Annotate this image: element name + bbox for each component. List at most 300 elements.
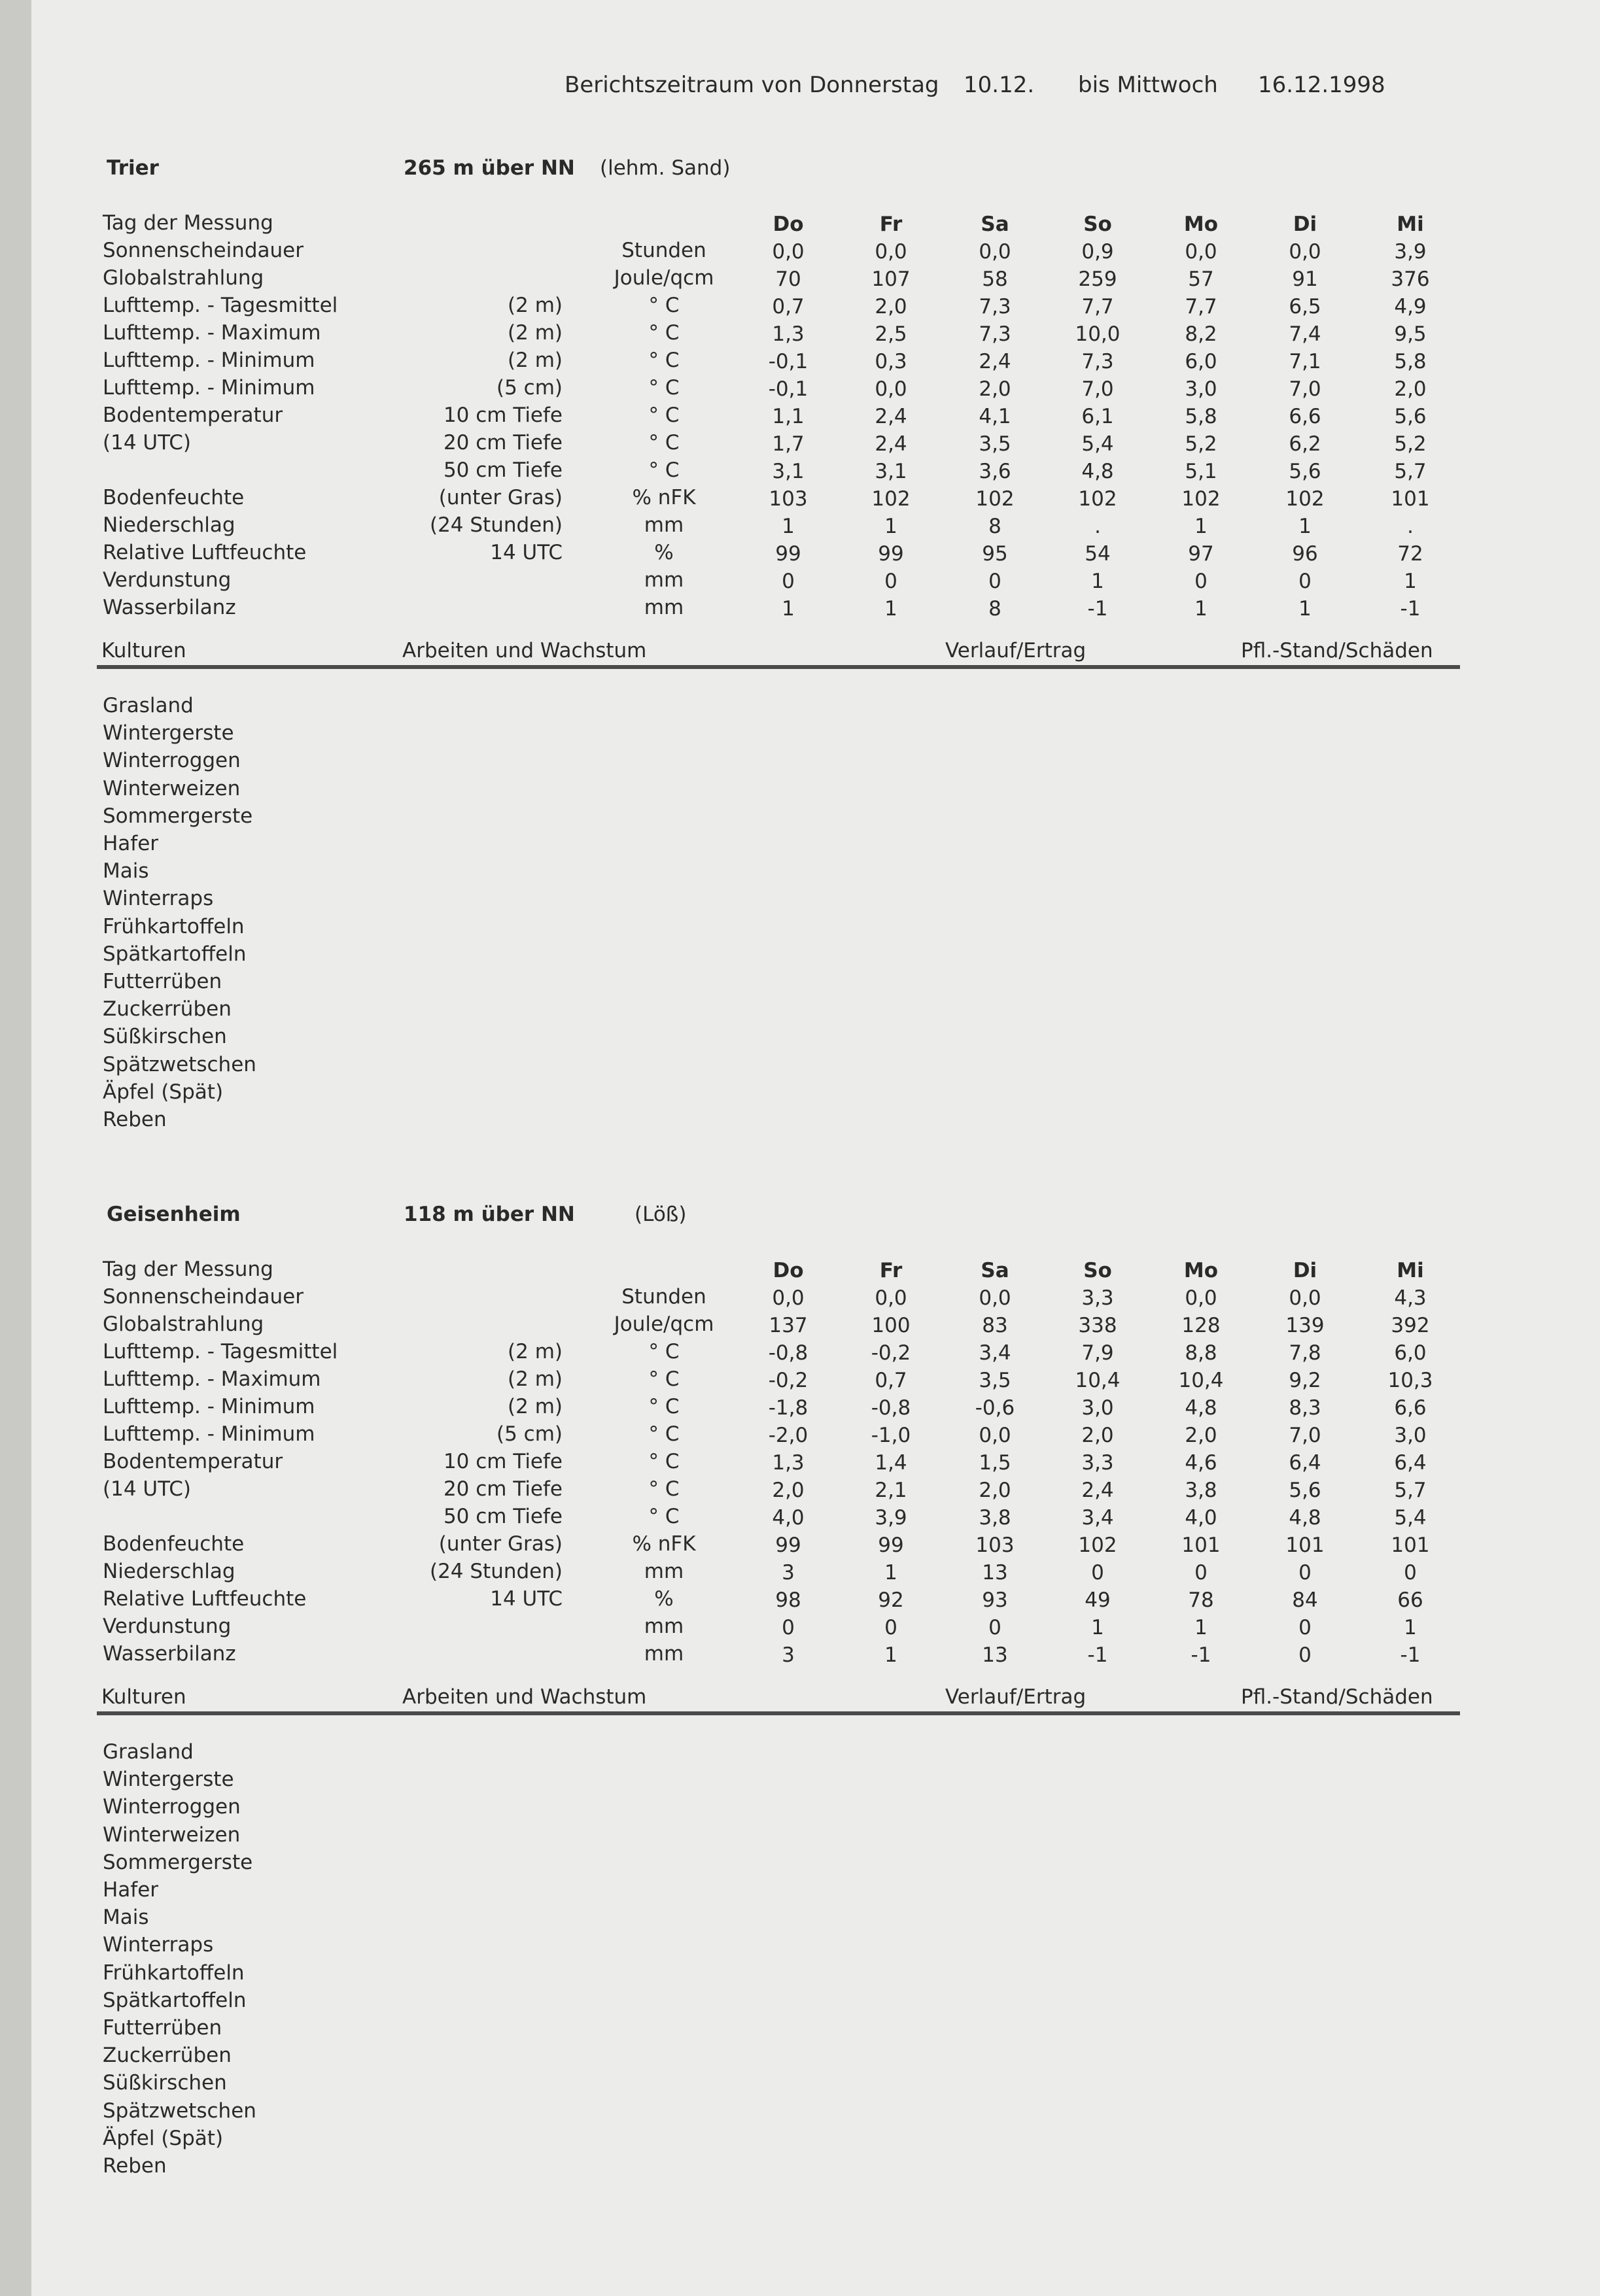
measure-value: 2,1 [875, 1479, 907, 1502]
measure-value: 0 [1404, 1561, 1417, 1585]
measure-unit: Joule/qcm [614, 266, 714, 290]
culture-item: Frühkartoffeln [103, 915, 245, 938]
culture-item: Winterraps [103, 887, 214, 910]
measure-label: (14 UTC) [103, 1477, 191, 1501]
measure-value: -1 [1087, 597, 1108, 621]
measure-value: 1 [1091, 570, 1104, 593]
measure-value: 3,0 [1394, 1424, 1427, 1447]
measure-unit: ° C [648, 294, 680, 317]
culture-item: Spätzwetschen [103, 2099, 256, 2123]
measure-label: Lufttemp. - Minimum [103, 376, 315, 400]
measure-value: . [1407, 515, 1414, 538]
measure-label: Relative Luftfeuchte [103, 1587, 307, 1611]
measure-value: 5,6 [1289, 460, 1321, 483]
measure-value: 1 [884, 1643, 897, 1667]
measure-value: 78 [1188, 1588, 1214, 1612]
measure-value: 7,3 [979, 322, 1011, 346]
measure-value: 102 [975, 487, 1015, 511]
cultures-header-rule [97, 1711, 1460, 1715]
measure-unit: mm [644, 513, 684, 537]
measure-value: 102 [1078, 487, 1117, 511]
measure-value: 0 [1298, 1616, 1312, 1639]
measure-label: Tag der Messung [103, 1258, 273, 1281]
measure-value: -1 [1400, 1643, 1421, 1667]
measure-value: 0,0 [979, 1424, 1011, 1447]
measure-value: 3,0 [1081, 1396, 1114, 1420]
measure-value: 3,8 [979, 1506, 1011, 1530]
measure-value: 3,1 [772, 460, 805, 483]
measure-value: 99 [775, 1534, 801, 1557]
measure-unit: ° C [648, 1340, 680, 1363]
measure-value: 10,3 [1387, 1369, 1433, 1392]
culture-item: Futterrüben [103, 970, 222, 993]
measure-unit: % [654, 1587, 674, 1611]
station-name: Trier [107, 156, 159, 180]
measure-value: 9,2 [1289, 1369, 1321, 1392]
measure-value: 6,5 [1289, 295, 1321, 318]
measure-value: 137 [769, 1314, 808, 1337]
measure-value: 4,8 [1289, 1506, 1321, 1530]
measure-value: 0,7 [772, 295, 805, 318]
measure-value: -0,8 [871, 1396, 911, 1420]
measure-value: 5,4 [1394, 1506, 1427, 1530]
measure-value: 7,7 [1081, 295, 1114, 318]
measure-value: 84 [1292, 1588, 1318, 1612]
measure-value: 2,0 [875, 295, 907, 318]
measure-value: 1 [782, 597, 795, 621]
measure-value: 1,4 [875, 1451, 907, 1475]
measure-unit: ° C [648, 1395, 680, 1418]
measure-label: Wasserbilanz [103, 596, 236, 619]
measure-value: 96 [1292, 542, 1318, 566]
measure-value: 0,7 [875, 1369, 907, 1392]
measure-value: 7,8 [1289, 1341, 1321, 1365]
measure-value: 1 [1298, 597, 1312, 621]
measure-value: 0 [988, 570, 1001, 593]
day-header-fr: Fr [879, 213, 903, 236]
measure-value: 2,0 [1185, 1424, 1217, 1447]
station-elevation: 265 m über NN [404, 156, 575, 180]
measure-value: 5,2 [1185, 432, 1217, 456]
measure-value: 8,8 [1185, 1341, 1217, 1365]
measure-value: 1 [782, 515, 795, 538]
measure-value: -1 [1087, 1643, 1108, 1667]
measure-value: 0,0 [1185, 1286, 1217, 1310]
measure-qualifier: 20 cm Tiefe [443, 1477, 563, 1501]
culture-item: Mais [103, 859, 149, 883]
measure-value: 0 [884, 1616, 897, 1639]
measure-value: 6,4 [1289, 1451, 1321, 1475]
station-soil: (lehm. Sand) [600, 156, 731, 180]
measure-value: -0,6 [975, 1396, 1015, 1420]
measure-qualifier: (5 cm) [496, 376, 563, 400]
measure-value: 1 [884, 1561, 897, 1585]
cultures-header-kulturen: Kulturen [101, 639, 186, 662]
measure-value: 10,0 [1075, 322, 1121, 346]
cultures-header-schaeden: Pfl.-Stand/Schäden [1241, 639, 1433, 662]
measure-value: 1,1 [772, 405, 805, 428]
measure-value: 5,8 [1185, 405, 1217, 428]
culture-item: Süßkirschen [103, 2071, 227, 2095]
measure-qualifier: (2 m) [508, 294, 563, 317]
measure-value: 101 [1391, 487, 1430, 511]
measure-label: Globalstrahlung [103, 266, 264, 290]
measure-value: 2,4 [1081, 1479, 1114, 1502]
measure-unit: mm [644, 596, 684, 619]
measure-value: 338 [1078, 1314, 1117, 1337]
measure-value: 4,0 [772, 1506, 805, 1530]
measure-value: 13 [982, 1643, 1008, 1667]
measure-value: 7,1 [1289, 350, 1321, 373]
measure-label: Globalstrahlung [103, 1312, 264, 1336]
measure-value: 2,5 [875, 322, 907, 346]
culture-item: Zuckerrüben [103, 2044, 232, 2067]
measure-value: 91 [1292, 267, 1318, 291]
measure-label: Niederschlag [103, 513, 235, 537]
measure-unit: mm [644, 568, 684, 592]
measure-value: 0 [782, 570, 795, 593]
measure-unit: % nFK [632, 1532, 696, 1556]
day-header-do: Do [773, 213, 804, 236]
measure-value: 72 [1397, 542, 1423, 566]
measure-value: 57 [1188, 267, 1214, 291]
measure-qualifier: (2 m) [508, 1395, 563, 1418]
measure-value: 0,0 [875, 240, 907, 264]
measure-label: Bodentemperatur [103, 1450, 283, 1473]
measure-value: 8,3 [1289, 1396, 1321, 1420]
measure-value: 7,3 [979, 295, 1011, 318]
measure-qualifier: (2 m) [508, 1367, 563, 1391]
measure-label: Tag der Messung [103, 211, 273, 235]
measure-unit: ° C [648, 458, 680, 482]
measure-value: 98 [775, 1588, 801, 1612]
cultures-header-verlauf: Verlauf/Ertrag [945, 1685, 1087, 1709]
measure-value: 99 [775, 542, 801, 566]
day-header-di: Di [1293, 213, 1317, 236]
culture-item: Wintergerste [103, 721, 234, 745]
measure-value: 1,7 [772, 432, 805, 456]
measure-value: 5,1 [1185, 460, 1217, 483]
measure-value: 6,0 [1394, 1341, 1427, 1365]
measure-value: 0,9 [1081, 240, 1114, 264]
measure-value: 376 [1391, 267, 1430, 291]
measure-value: 70 [775, 267, 801, 291]
measure-value: 3,8 [1185, 1479, 1217, 1502]
measure-value: 7,0 [1289, 1424, 1321, 1447]
measure-qualifier: (2 m) [508, 321, 563, 345]
culture-item: Hafer [103, 832, 159, 855]
measure-unit: ° C [648, 1422, 680, 1446]
measure-value: 0 [1298, 1561, 1312, 1585]
measure-value: 4,8 [1081, 460, 1114, 483]
measure-value: -0,2 [871, 1341, 911, 1365]
culture-item: Sommergerste [103, 804, 253, 828]
measure-value: 0 [1298, 1643, 1312, 1667]
measure-value: -2,0 [768, 1424, 809, 1447]
measure-value: 7,7 [1185, 295, 1217, 318]
measure-label: Lufttemp. - Tagesmittel [103, 294, 338, 317]
measure-value: 5,7 [1394, 1479, 1427, 1502]
measure-value: 0,0 [1185, 240, 1217, 264]
cultures-header-schaeden: Pfl.-Stand/Schäden [1241, 1685, 1433, 1709]
measure-value: 2,4 [875, 405, 907, 428]
measure-value: 6,4 [1394, 1451, 1427, 1475]
measure-unit: ° C [648, 349, 680, 372]
measure-value: 1 [1194, 515, 1208, 538]
measure-unit: Stunden [621, 1285, 706, 1309]
day-header-do: Do [773, 1259, 804, 1282]
measure-unit: ° C [648, 1505, 680, 1528]
measure-unit: ° C [648, 376, 680, 400]
measure-value: 0,0 [1289, 1286, 1321, 1310]
measure-value: -1 [1191, 1643, 1211, 1667]
measure-value: 3,4 [1081, 1506, 1114, 1530]
measure-unit: ° C [648, 1477, 680, 1501]
measure-value: 101 [1181, 1534, 1221, 1557]
measure-value: 58 [982, 267, 1008, 291]
measure-value: 0 [1298, 570, 1312, 593]
measure-qualifier: 10 cm Tiefe [443, 403, 563, 427]
measure-label: Lufttemp. - Minimum [103, 349, 315, 372]
measure-value: 2,0 [979, 377, 1011, 401]
report-date-from: 10.12. [964, 72, 1035, 98]
measure-unit: ° C [648, 403, 680, 427]
measure-value: 0,0 [772, 240, 805, 264]
measure-label: Lufttemp. - Minimum [103, 1422, 315, 1446]
measure-value: 3,4 [979, 1341, 1011, 1365]
measure-value: 3,3 [1081, 1451, 1114, 1475]
measure-value: 8 [988, 515, 1001, 538]
station-soil: (Löß) [635, 1203, 687, 1226]
culture-item: Äpfel (Spät) [103, 1080, 224, 1104]
measure-value: 3,3 [1081, 1286, 1114, 1310]
measure-value: 259 [1078, 267, 1117, 291]
measure-value: 1 [1194, 1616, 1208, 1639]
measure-qualifier: (24 Stunden) [429, 513, 563, 537]
measure-value: 99 [878, 1534, 904, 1557]
day-header-mo: Mo [1183, 1259, 1219, 1282]
day-header-fr: Fr [879, 1259, 903, 1282]
measure-value: 7,4 [1289, 322, 1321, 346]
measure-label: (14 UTC) [103, 431, 191, 454]
measure-value: 0 [1194, 1561, 1208, 1585]
cultures-header-arbeiten: Arbeiten und Wachstum [402, 1685, 647, 1709]
measure-label: Sonnenscheindauer [103, 1285, 304, 1309]
measure-value: 100 [871, 1314, 911, 1337]
measure-value: 6,2 [1289, 432, 1321, 456]
culture-item: Hafer [103, 1878, 159, 1902]
measure-qualifier: (unter Gras) [438, 486, 563, 509]
measure-value: 4,1 [979, 405, 1011, 428]
measure-value: 1,3 [772, 1451, 805, 1475]
measure-qualifier: (2 m) [508, 1340, 563, 1363]
measure-value: 392 [1391, 1314, 1430, 1337]
measure-value: 6,0 [1185, 350, 1217, 373]
measure-label: Verdunstung [103, 568, 232, 592]
measure-value: -1,8 [768, 1396, 809, 1420]
measure-value: 102 [871, 487, 911, 511]
day-header-mi: Mi [1397, 1259, 1424, 1282]
measure-value: 5,4 [1081, 432, 1114, 456]
measure-value: -1 [1400, 597, 1421, 621]
measure-value: 1 [1091, 1616, 1104, 1639]
measure-value: 3 [782, 1561, 795, 1585]
measure-value: 8,2 [1185, 322, 1217, 346]
measure-value: 5,2 [1394, 432, 1427, 456]
measure-value: 101 [1391, 1534, 1430, 1557]
measure-value: 54 [1085, 542, 1111, 566]
measure-value: 2,4 [979, 350, 1011, 373]
measure-unit: mm [644, 1560, 684, 1583]
measure-value: 4,8 [1185, 1396, 1217, 1420]
culture-item: Süßkirschen [103, 1025, 227, 1048]
measure-label: Sonnenscheindauer [103, 239, 304, 262]
measure-label: Lufttemp. - Tagesmittel [103, 1340, 338, 1363]
measure-qualifier: (unter Gras) [438, 1532, 563, 1556]
culture-item: Spätkartoffeln [103, 1989, 247, 2012]
report-period-mid: bis Mittwoch [1078, 72, 1218, 98]
measure-value: 92 [878, 1588, 904, 1612]
culture-item: Winterroggen [103, 1795, 241, 1819]
measure-qualifier: 14 UTC [490, 541, 563, 564]
measure-label: Bodentemperatur [103, 403, 283, 427]
measure-value: 6,1 [1081, 405, 1114, 428]
measure-value: 97 [1188, 542, 1214, 566]
measure-value: 1 [1194, 597, 1208, 621]
culture-item: Mais [103, 1906, 149, 1929]
day-header-so: So [1083, 1259, 1112, 1282]
measure-qualifier: 20 cm Tiefe [443, 431, 563, 454]
measure-unit: Stunden [621, 239, 706, 262]
day-header-so: So [1083, 213, 1112, 236]
day-header-mi: Mi [1397, 213, 1424, 236]
culture-item: Grasland [103, 694, 194, 717]
measure-value: 1 [884, 515, 897, 538]
measure-value: 1,5 [979, 1451, 1011, 1475]
measure-value: 83 [982, 1314, 1008, 1337]
measure-value: 3,0 [1185, 377, 1217, 401]
measure-value: 5,8 [1394, 350, 1427, 373]
measure-value: 0 [988, 1616, 1001, 1639]
measure-label: Bodenfeuchte [103, 486, 245, 509]
measure-value: 1 [884, 597, 897, 621]
measure-value: 5,7 [1394, 460, 1427, 483]
measure-value: 102 [1285, 487, 1325, 511]
culture-item: Zuckerrüben [103, 997, 232, 1021]
measure-unit: mm [644, 1642, 684, 1666]
measure-value: 139 [1285, 1314, 1325, 1337]
culture-item: Äpfel (Spät) [103, 2127, 224, 2150]
day-header-sa: Sa [981, 1259, 1009, 1282]
measure-value: 7,0 [1289, 377, 1321, 401]
measure-value: 1,3 [772, 322, 805, 346]
measure-label: Wasserbilanz [103, 1642, 236, 1666]
measure-value: 0,0 [875, 1286, 907, 1310]
day-header-mo: Mo [1183, 213, 1219, 236]
culture-item: Winterweizen [103, 777, 241, 800]
measure-value: 10,4 [1178, 1369, 1224, 1392]
measure-value: 13 [982, 1561, 1008, 1585]
culture-item: Sommergerste [103, 1851, 253, 1874]
measure-value: 10,4 [1075, 1369, 1121, 1392]
measure-value: 8 [988, 597, 1001, 621]
measure-value: 2,4 [875, 432, 907, 456]
measure-value: 102 [1181, 487, 1221, 511]
measure-value: 2,0 [772, 1479, 805, 1502]
measure-label: Bodenfeuchte [103, 1532, 245, 1556]
measure-value: 128 [1181, 1314, 1221, 1337]
measure-value: 0,0 [979, 1286, 1011, 1310]
measure-value: 7,0 [1081, 377, 1114, 401]
measure-value: 93 [982, 1588, 1008, 1612]
measure-value: 0 [884, 570, 897, 593]
measure-value: 0,3 [875, 350, 907, 373]
measure-value: 3 [782, 1643, 795, 1667]
measure-value: 4,3 [1394, 1286, 1427, 1310]
measure-value: 102 [1078, 1534, 1117, 1557]
measure-qualifier: 14 UTC [490, 1587, 563, 1611]
measure-value: 0,0 [1289, 240, 1321, 264]
measure-value: 1 [1298, 515, 1312, 538]
measure-value: 3,9 [1394, 240, 1427, 264]
measure-value: 2,0 [979, 1479, 1011, 1502]
measure-unit: ° C [648, 321, 680, 345]
measure-value: 0,0 [979, 240, 1011, 264]
measure-value: 103 [975, 1534, 1015, 1557]
cultures-header-rule [97, 665, 1460, 669]
measure-value: 49 [1085, 1588, 1111, 1612]
measure-qualifier: 50 cm Tiefe [443, 1505, 563, 1528]
cultures-header-verlauf: Verlauf/Ertrag [945, 639, 1087, 662]
measure-label: Verdunstung [103, 1615, 232, 1638]
measure-label: Lufttemp. - Maximum [103, 321, 321, 345]
measure-unit: % [654, 541, 674, 564]
measure-value: 4,6 [1185, 1451, 1217, 1475]
measure-value: 66 [1397, 1588, 1423, 1612]
measure-qualifier: (5 cm) [496, 1422, 563, 1446]
measure-value: 4,0 [1185, 1506, 1217, 1530]
measure-value: 99 [878, 542, 904, 566]
measure-value: 0,0 [875, 377, 907, 401]
culture-item: Futterrüben [103, 2016, 222, 2040]
report-period-prefix: Berichtszeitraum von Donnerstag [565, 72, 939, 98]
measure-qualifier: (2 m) [508, 349, 563, 372]
measure-label: Lufttemp. - Minimum [103, 1395, 315, 1418]
measure-value: 6,6 [1394, 1396, 1427, 1420]
measure-label: Lufttemp. - Maximum [103, 1367, 321, 1391]
measure-value: . [1094, 515, 1101, 538]
report-date-to: 16.12.1998 [1258, 72, 1385, 98]
measure-value: 3,6 [979, 460, 1011, 483]
measure-value: 95 [982, 542, 1008, 566]
measure-value: 3,9 [875, 1506, 907, 1530]
measure-value: 7,3 [1081, 350, 1114, 373]
measure-value: -0,2 [768, 1369, 809, 1392]
measure-unit: ° C [648, 431, 680, 454]
measure-value: 5,6 [1289, 1479, 1321, 1502]
measure-value: 7,9 [1081, 1341, 1114, 1365]
measure-value: 0,0 [772, 1286, 805, 1310]
culture-item: Reben [103, 1108, 167, 1131]
culture-item: Wintergerste [103, 1768, 234, 1791]
measure-value: 2,0 [1081, 1424, 1114, 1447]
measure-value: 2,0 [1394, 377, 1427, 401]
measure-value: 3,1 [875, 460, 907, 483]
measure-unit: ° C [648, 1450, 680, 1473]
culture-item: Frühkartoffeln [103, 1961, 245, 1985]
measure-unit: mm [644, 1615, 684, 1638]
culture-item: Winterraps [103, 1933, 214, 1957]
